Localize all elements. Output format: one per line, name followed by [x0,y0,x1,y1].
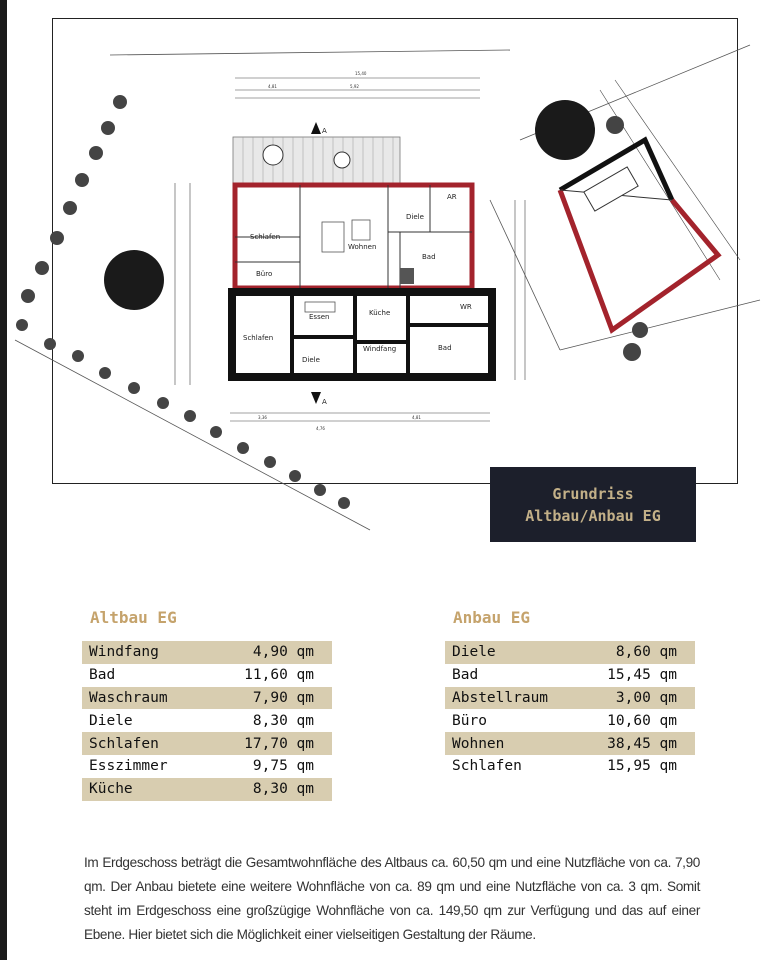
table-row [445,687,695,710]
room-name: Abstellraum [452,689,549,706]
room-label-bad-top: Bad [422,253,436,261]
room-label-schlafen-top: Schlafen [250,233,281,241]
table-row [82,755,332,778]
svg-text:5,92: 5,92 [350,84,359,89]
table-row [82,664,332,687]
title-line-2: Altbau/Anbau EG [525,506,661,525]
section-marker-top: A [322,127,327,135]
svg-text:15,40: 15,40 [355,71,367,76]
table-row [82,687,332,710]
room-label-schlafen-bottom: Schlafen [243,334,274,342]
room-label-kueche: Küche [369,309,391,317]
svg-text:4,81: 4,81 [268,84,277,89]
room-label-diele-bottom: Diele [302,356,320,364]
table-row [445,732,695,755]
room-area: 3,00 qm [615,689,677,706]
room-name: Küche [89,781,133,798]
room-area: 8,30 qm [252,712,314,729]
table-row [82,709,332,732]
room-area: 9,75 qm [252,758,314,775]
altbau-table [82,641,332,801]
room-label-bad-bottom: Bad [438,344,452,352]
table-row [82,641,332,664]
room-label-diele-top: Diele [406,213,424,221]
room-area: 11,60 qm [244,667,314,684]
room-label-ar: AR [447,193,457,201]
table-row [445,664,695,687]
room-label-wohnen: Wohnen [348,243,377,251]
title-line-1: Grundriss [552,484,634,503]
room-area: 15,95 qm [607,758,677,775]
floorplan-title-box [490,467,696,542]
room-area: 8,30 qm [252,781,314,798]
room-name: Waschraum [89,689,168,706]
room-name: Büro [452,712,487,729]
room-area: 17,70 qm [244,735,314,752]
altbau-title: Altbau EG [90,608,177,627]
table-row [82,732,332,755]
room-name: Wohnen [452,735,505,752]
room-name: Diele [89,712,133,729]
description-paragraph: Im Erdgeschoss beträgt die Gesamtwohnfläche des Altbaus ca. 60,50 qm und eine Nutzfläche von ca. 7,90 qm. Der Anbau bietete eine weitere Wohnfläche von ca. 89 qm und eine Nutzfläche von ca. 3 qm. Somit steht im Erdgeschoss eine großzügige Wohnfläche von ca. 149,50 qm zur Verfügung und das auf einer Ebene. Hier bietet sich die Möglichkeit einer vielseitigen Gestaltung der Räume. [84,855,700,942]
room-name: Bad [89,667,116,684]
room-area: 38,45 qm [607,735,677,752]
room-label-windfang: Windfang [363,345,397,353]
svg-text:3,36: 3,36 [258,415,267,420]
table-row [445,641,695,664]
svg-text:4,76: 4,76 [316,426,325,431]
room-label-buero: Büro [256,270,273,278]
room-label-essen: Essen [309,313,330,321]
room-name: Bad [452,667,479,684]
svg-text:4,81: 4,81 [412,415,421,420]
table-row [445,755,695,778]
room-area: 15,45 qm [607,667,677,684]
room-name: Esszimmer [89,758,168,775]
anbau-title: Anbau EG [453,608,531,627]
table-row [445,709,695,732]
room-label-wr: WR [460,303,472,311]
room-name: Schlafen [89,735,159,752]
room-area: 10,60 qm [607,712,677,729]
room-name: Diele [452,644,496,661]
section-marker-bottom: A [322,398,327,406]
room-area: 7,90 qm [252,689,314,706]
room-name: Windfang [89,644,159,661]
anbau-table [445,641,695,778]
room-area: 4,90 qm [252,644,314,661]
room-area: 8,60 qm [615,644,677,661]
room-name: Schlafen [452,758,522,775]
table-row [82,778,332,801]
